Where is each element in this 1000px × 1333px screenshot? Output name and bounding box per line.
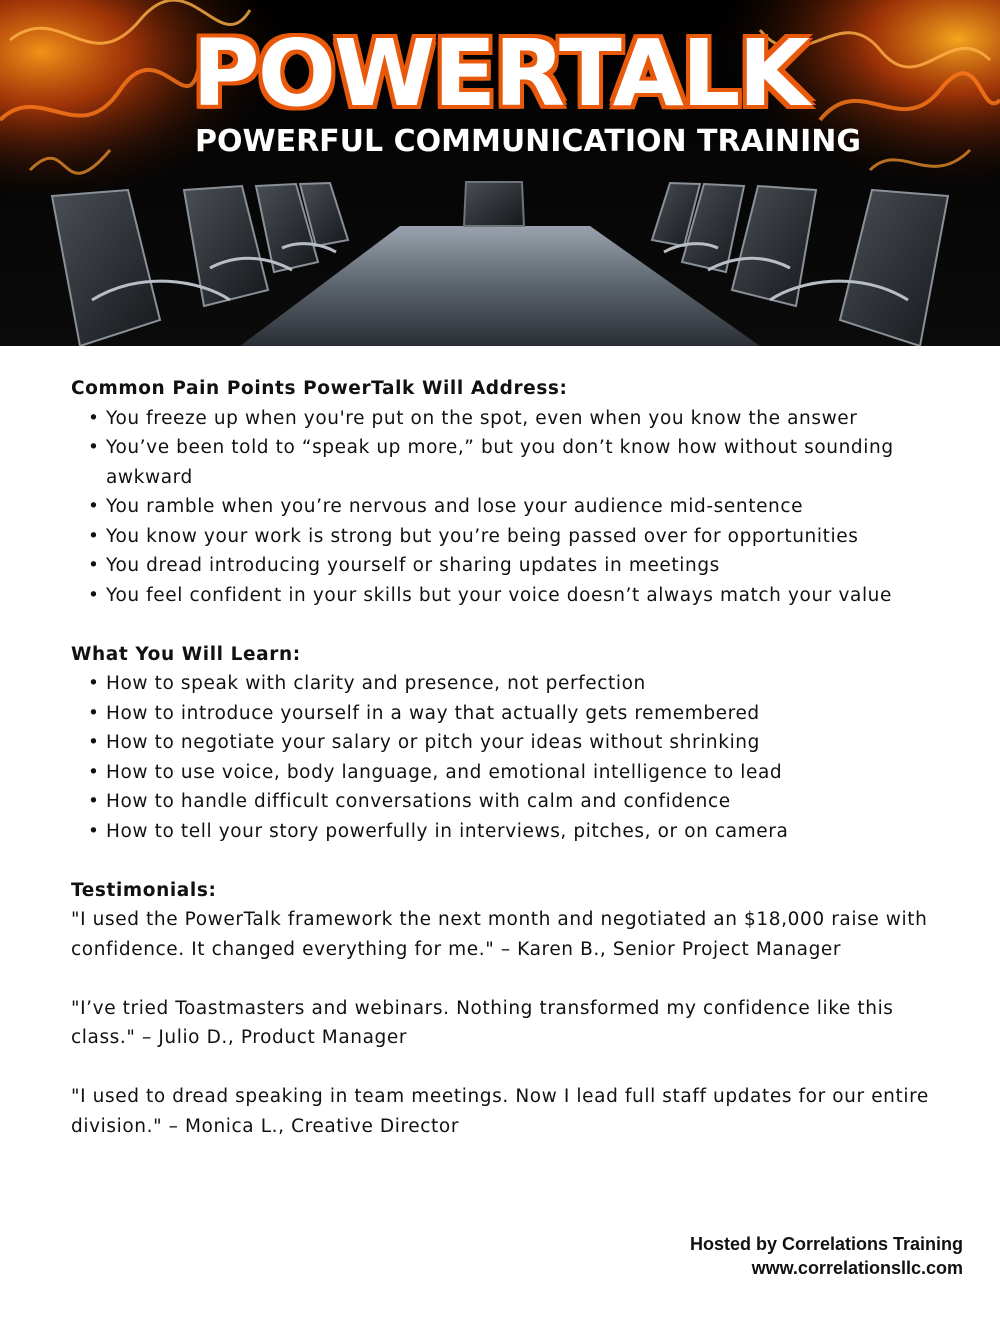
pain-points-heading: Common Pain Points PowerTalk Will Address: — [71, 378, 568, 399]
list-item: • You feel confident in your skills but your voice doesn’t always match your value — [71, 581, 941, 611]
website-link[interactable]: www.correlationsllc.com — [751, 1258, 963, 1278]
testimonial-julio: "I’ve tried Toastmasters and webinars. Nothing transformed my confidence like this class." – Julio D., Product Manager — [71, 997, 894, 1048]
testimonial-monica: "I used to dread speaking in team meetings. Now I lead full staff updates for our entire division." – Monica L., Creative Director — [71, 1086, 929, 1137]
learn-heading: What You Will Learn: — [71, 643, 301, 665]
list-item: • You freeze up when you're put on the spot, even when you know the answer — [71, 404, 941, 434]
list-item: • How to use voice, body language, and emotional intelligence to lead — [71, 758, 941, 788]
list-item: • You ramble when you’re nervous and lose your audience mid-sentence — [71, 492, 941, 522]
list-item: • How to handle difficult conversations with calm and confidence — [71, 787, 941, 817]
testimonials-heading: Testimonials: — [71, 879, 217, 901]
testimonial-karen: "I used the PowerTalk framework the next month and negotiated an $18,000 raise with confidence. It changed everything for me." – Karen B., Senior Project Manager — [71, 909, 928, 960]
list-item: • You know your work is strong but you’re being passed over for opportunities — [71, 522, 941, 552]
main-content — [71, 374, 941, 1141]
list-item: • You’ve been told to “speak up more,” but you don’t know how without sounding awkward — [71, 433, 941, 492]
hosted-by-text: Hosted by Correlations Training — [689, 1234, 963, 1254]
list-item: • How to introduce yourself in a way that actually gets remembered — [71, 699, 941, 729]
footer — [690, 1232, 963, 1280]
hero-banner — [0, 0, 1000, 346]
hero-subtitle: POWERFUL COMMUNICATION TRAINING — [195, 124, 861, 159]
hero-title: POWERTALK — [192, 20, 808, 127]
list-item: • How to tell your story powerfully in interviews, pitches, or on camera — [71, 817, 941, 847]
list-item: • How to negotiate your salary or pitch your ideas without shrinking — [71, 728, 941, 758]
pain-points-list — [71, 404, 941, 611]
list-item: • How to speak with clarity and presence, not perfection — [71, 669, 941, 699]
learn-list — [71, 669, 941, 846]
list-item: • You dread introducing yourself or sharing updates in meetings — [71, 551, 941, 581]
